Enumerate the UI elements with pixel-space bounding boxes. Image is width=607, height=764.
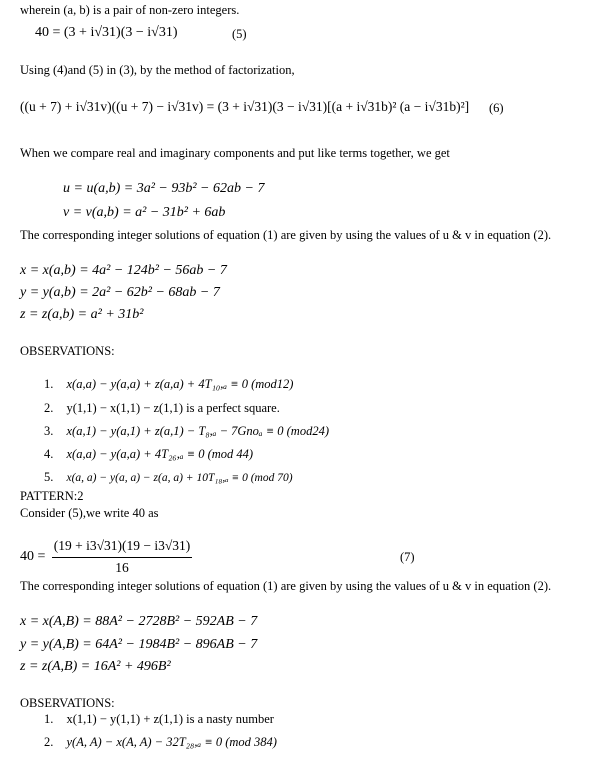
equation-7-lhs: 40 = xyxy=(20,549,46,564)
list-item xyxy=(44,470,293,485)
list-item xyxy=(44,735,277,750)
intro-text: wherein (a, b) is a pair of non-zero integers. xyxy=(20,3,240,17)
consider-text: Consider (5),we write 40 as xyxy=(20,506,159,520)
equation-7-numerator: (19 + i3√31)(19 − i3√31) xyxy=(53,538,191,553)
z-solution-1: z = z(a,b) = a² + 31b² xyxy=(20,307,144,322)
z-solution-2: z = z(A,B) = 16A² + 496B² xyxy=(20,659,171,674)
list-item xyxy=(44,424,329,439)
list-item-number: 2. xyxy=(44,401,54,415)
corresponding-text-1: The corresponding integer solutions of equation (1) are given by using the values of u & v in equation (2). xyxy=(20,228,552,242)
compare-text: When we compare real and imaginary components and put like terms together, we get xyxy=(20,146,450,160)
fraction-bar xyxy=(52,557,192,558)
y-solution-1: y = y(a,b) = 2a² − 62b² − 68ab − 7 xyxy=(20,285,220,300)
list-item xyxy=(44,447,253,462)
list-item-number: 1. xyxy=(44,377,54,391)
list-item-text: y(A, A) − x(A, A) − 32T₂₈,ₐ ≡ 0 (mod 384) xyxy=(66,735,277,749)
equation-5-number: (5) xyxy=(232,27,247,41)
list-item-text: x(1,1) − y(1,1) + z(1,1) is a nasty number xyxy=(66,712,274,726)
pattern-heading: PATTERN:2 xyxy=(20,489,84,503)
v-equation: v = v(a,b) = a² − 31b² + 6ab xyxy=(63,205,226,220)
list-item-number: 3. xyxy=(44,424,54,438)
observations-title-2: OBSERVATIONS: xyxy=(20,696,115,710)
list-item-number: 1. xyxy=(44,712,54,726)
list-item-number: 2. xyxy=(44,735,54,749)
corresponding-text-2: The corresponding integer solutions of equation (1) are given by using the values of u & v in equation (2). xyxy=(20,579,552,593)
list-item-number: 4. xyxy=(44,447,54,461)
equation-6-number: (6) xyxy=(489,101,504,115)
equation-6: ((u + 7) + i√31v)((u + 7) − i√31v) = (3 + i√31)(3 − i√31)[(a + i√31b)² (a − i√31b)²] xyxy=(20,99,470,114)
equation-7-number: (7) xyxy=(400,550,415,564)
list-item-text: y(1,1) − x(1,1) − z(1,1) is a perfect square. xyxy=(66,401,280,415)
u-equation: u = u(a,b) = 3a² − 93b² − 62ab − 7 xyxy=(63,181,265,196)
list-item xyxy=(44,377,293,392)
list-item xyxy=(44,401,280,416)
x-solution-2: x = x(A,B) = 88A² − 2728B² − 592AB − 7 xyxy=(20,614,258,629)
y-solution-2: y = y(A,B) = 64A² − 1984B² − 896AB − 7 xyxy=(20,637,258,652)
equation-5: 40 = (3 + i√31)(3 − i√31) xyxy=(35,25,178,40)
list-item-text: x(a, a) − y(a, a) − z(a, a) + 10T₁₈,ₐ ≡ 0 (mod 70) xyxy=(66,472,293,484)
using-text: Using (4)and (5) in (3), by the method of factorization, xyxy=(20,63,295,77)
list-item xyxy=(44,712,274,727)
list-item-text: x(a,a) − y(a,a) + 4T₂₆,ₐ ≡ 0 (mod 44) xyxy=(66,447,254,461)
list-item-text: x(a,a) − y(a,a) + z(a,a) + 4T₁₀,ₐ ≡ 0 (mod12) xyxy=(66,377,294,391)
list-item-text: x(a,1) − y(a,1) + z(a,1) − T₈,ₐ − 7Gnoₐ ≡ 0 (mod24) xyxy=(66,424,329,438)
equation-7-denominator: 16 xyxy=(115,560,129,575)
observations-title-1: OBSERVATIONS: xyxy=(20,344,115,358)
x-solution-1: x = x(a,b) = 4a² − 124b² − 56ab − 7 xyxy=(20,263,227,278)
list-item-number: 5. xyxy=(44,470,54,484)
